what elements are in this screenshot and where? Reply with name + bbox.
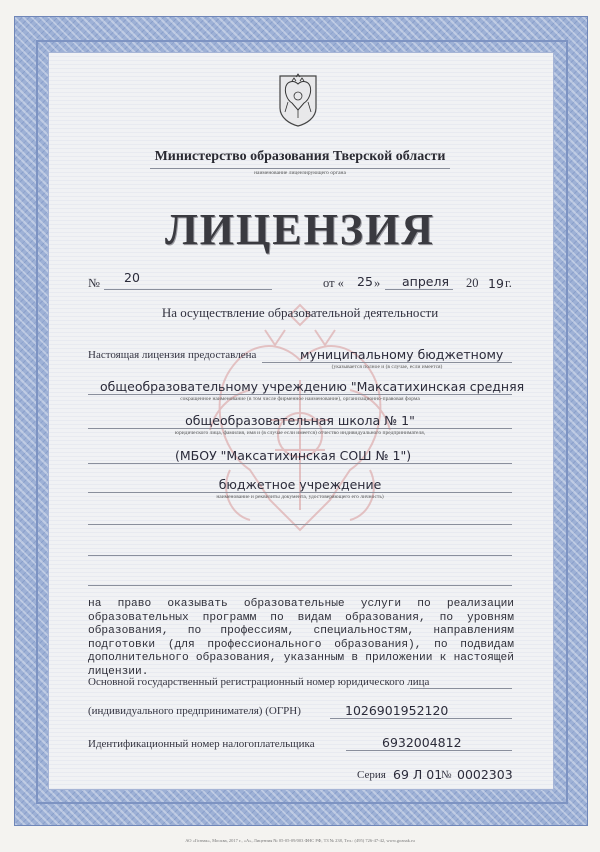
ogrn-label-underline — [410, 688, 512, 689]
ministry-underline — [150, 168, 450, 169]
grantee-line-4: (МБОУ "Максатихинская СОШ № 1") — [175, 448, 412, 463]
grantee-underline-2 — [88, 394, 512, 395]
date-day: 25 — [357, 274, 373, 289]
grantee-line-2: общеобразовательному учреждению "Максатихинская средняя — [100, 379, 525, 394]
ogrn-underline — [330, 718, 512, 719]
note-4: наименование и реквизиты документа, удостоверяющего его личность) — [216, 494, 384, 500]
series-number-label: № — [441, 769, 452, 781]
inn-label: Идентификационный номер налогоплательщика — [88, 738, 315, 750]
blank-line-1 — [88, 524, 512, 525]
license-number: 20 — [124, 270, 140, 285]
blank-line-2 — [88, 555, 512, 556]
coat-of-arms-icon — [276, 72, 320, 128]
ogrn-value: 1026901952120 — [345, 703, 449, 718]
date-month: апреля — [402, 274, 449, 289]
series-number: 0002303 — [457, 767, 513, 782]
grantee-underline-4 — [88, 463, 512, 464]
grantee-underline-3 — [88, 428, 512, 429]
date-year: 19 — [488, 276, 504, 291]
granted-label: Настоящая лицензия предоставлена — [88, 349, 257, 361]
inn-value: 6932004812 — [382, 735, 462, 750]
note-2: сокращенное наименование (в том числе фирменное наименование), организационно-правовая форма — [180, 396, 420, 402]
blank-line-3 — [88, 585, 512, 586]
printer-footer: АО «Гознак», Москва, 2017 г., «А», Лицензия № 05-05-09/003 ФНС РФ, ТЗ № 238, Тел.: (495) 726-47-42, www.goznak.ru — [185, 838, 415, 843]
number-underline — [104, 289, 272, 290]
note-3: юридического лица, фамилия, имя и (в случае если имеется) отчество индивидуального предпринимателя, — [174, 430, 426, 436]
grantee-line-5: бюджетное учреждение — [218, 477, 382, 492]
ogrn-label-1: Основной государственный регистрационный номер юридического лица — [88, 676, 430, 688]
grantee-underline-1 — [262, 362, 512, 363]
ministry-note: наименование лицензирующего органа — [254, 170, 346, 176]
date-prefix: от « — [323, 276, 344, 290]
year-prefix: 20 — [466, 276, 479, 290]
date-day-close: » — [374, 276, 381, 290]
month-underline — [385, 289, 453, 290]
grantee-line-3: общеобразовательная школа № 1" — [185, 413, 415, 428]
number-label: № — [88, 276, 100, 290]
inn-underline — [346, 750, 512, 751]
series-label: Серия — [357, 769, 386, 781]
activity-type: На осуществление образовательной деятельности — [161, 305, 439, 320]
grantee-line-1: муниципальному бюджетному — [300, 347, 504, 362]
rights-paragraph: на право оказывать образовательные услуги по реализации образовательных программ по видам образования, по уровням образования, по профессиям, специальностям, направлениям подготовки (для профессионального образования), по подвидам дополнительного образования, указанным в приложении к настоящей лицензии. — [88, 598, 514, 678]
series-value: 69 Л 01 — [393, 767, 443, 782]
page-title: ЛИЦЕНЗИЯ — [164, 205, 436, 254]
ogrn-label-2: (индивидуального предпринимателя) (ОГРН) — [88, 705, 301, 717]
ministry-name: Министерство образования Тверской области — [154, 149, 446, 164]
note-1: (указывается полное и (в случае, если имеется) — [331, 364, 443, 370]
year-suffix: г. — [505, 276, 512, 290]
grantee-underline-5 — [88, 492, 512, 493]
